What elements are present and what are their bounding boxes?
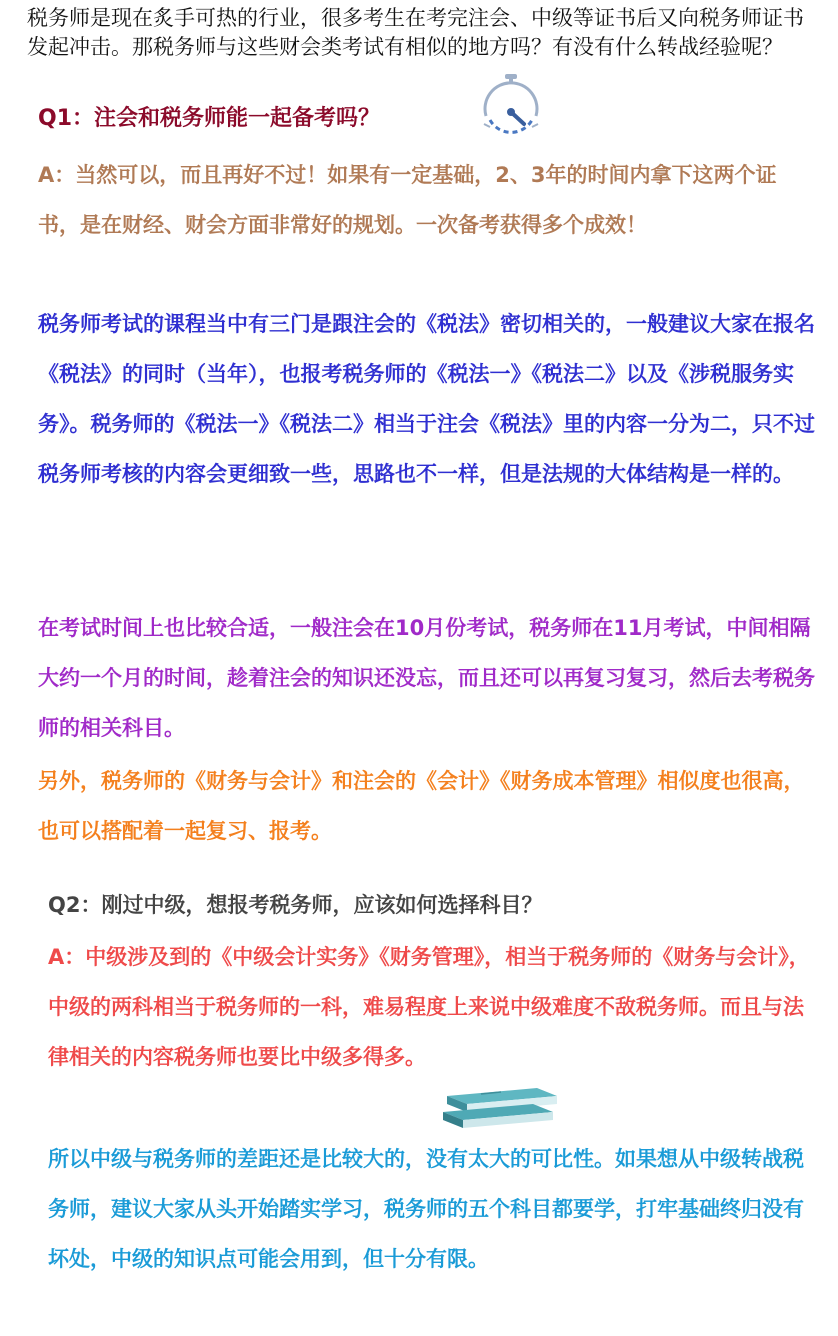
q2-answer: A：中级涉及到的《中级会计实务》《财务管理》，相当于税务师的《财务与会计》，中级的两科相当于税务师的一科，难易程度上来说中级难度不敌税务师。而且与法律相关的内容税务师也要比中级多得多。 [48,945,810,1069]
stopwatch-icon [476,72,546,140]
q1-paragraph-orange: 另外，税务师的《财务与会计》和注会的《会计》《财务成本管理》相似度也很高，也可以搭配着一起复习、报考。 [38,769,805,843]
intro-paragraph: 税务师是现在炙手可热的行业，很多考生在考完注会、中级等证书后又向税务师证书发起冲击。那税务师与这些财会类考试有相似的地方吗？有没有什么转战经验呢？ [27,6,804,59]
q1-paragraph-purple: 在考试时间上也比较合适，一般注会在10月份考试，税务师在11月考试，中间相隔大约一个月的时间，趁着注会的知识还没忘，而且还可以再复习复习，然后去考税务师的相关科目。 [38,616,815,740]
q1-question: Q1：注会和税务师能一起备考吗？ [38,106,381,131]
q1-paragraph-blue: 税务师考试的课程当中有三门是跟注会的《税法》密切相关的，一般建议大家在报名《税法》的同时（当年），也报考税务师的《税法一》《税法二》以及《涉税服务实务》。税务师的《税法一》《税法二》相当于注会《税法》里的内容一分为二，只不过税务师考核的内容会更细致一些，思路也不一样，但是法规的大体结构是一样的。 [38,312,815,486]
q1-answer: A：当然可以，而且再好不过！如果有一定基础，2、3年的时间内拿下这两个证书，是在财经、财会方面非常好的规划。一次备考获得多个成效！ [38,163,777,237]
q2-question: Q2：刚过中级，想报考税务师，应该如何选择科目？ [48,893,543,917]
q2-paragraph-cyan: 所以中级与税务师的差距还是比较大的，没有太大的可比性。如果想从中级转战税务师，建议大家从头开始踏实学习，税务师的五个科目都要学，打牢基础终归没有坏处，中级的知识点可能会用到，但十分有限。 [48,1147,804,1271]
books-icon [441,1082,563,1130]
